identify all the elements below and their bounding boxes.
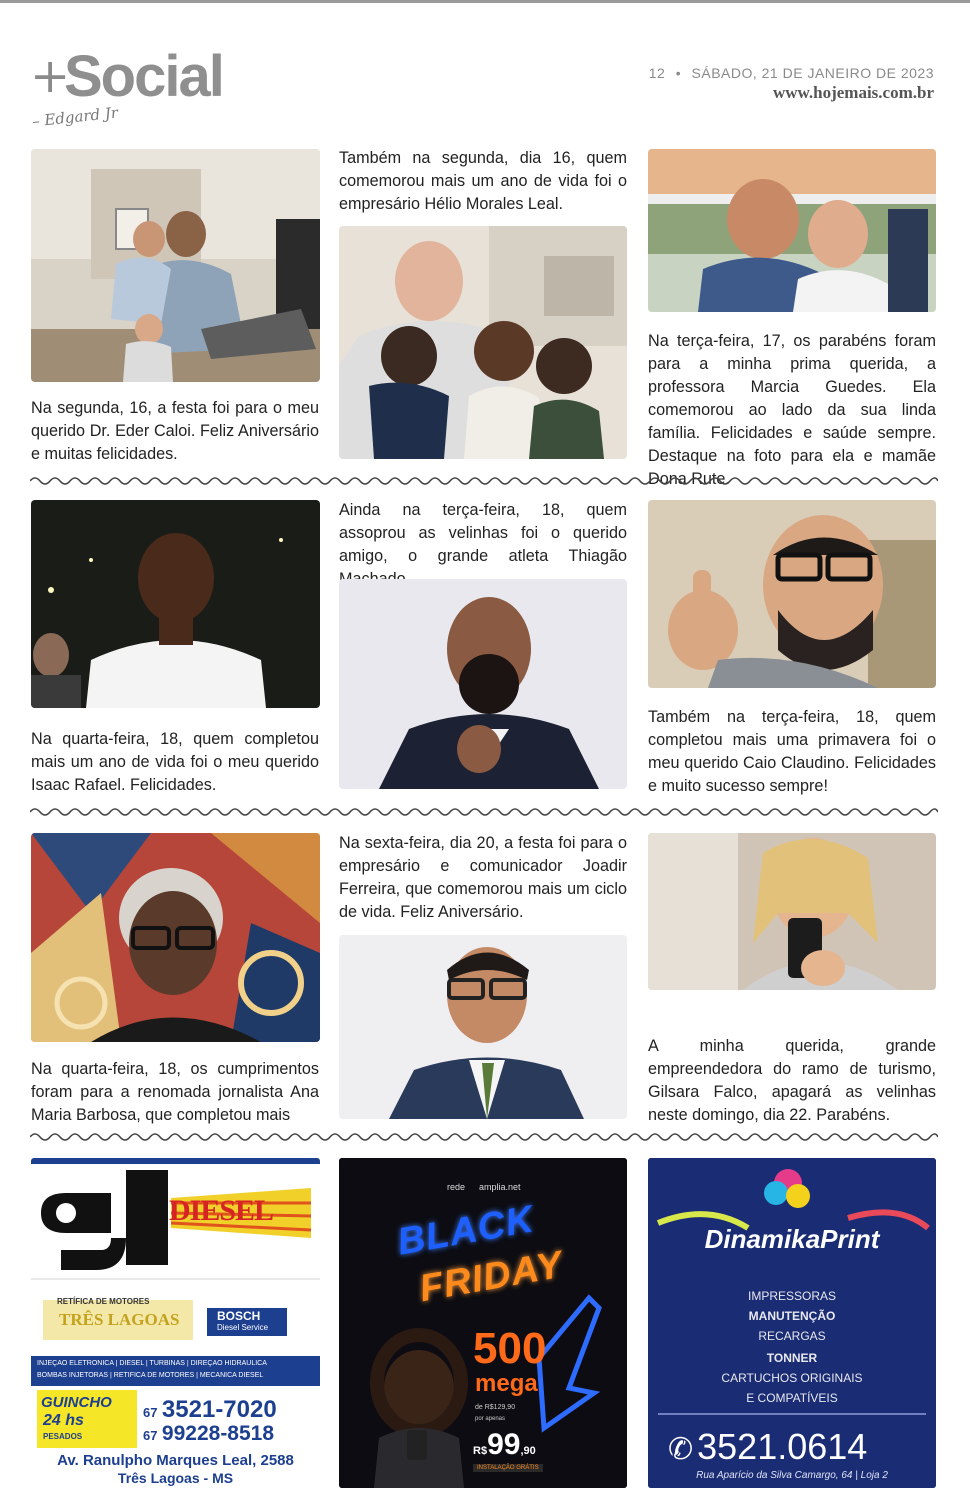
blackfriday-price-value: 99 <box>487 1428 521 1461</box>
logo-plus: + <box>30 48 71 104</box>
page-dateline <box>649 64 934 82</box>
diesel-pesados: PESADOS <box>43 1432 83 1441</box>
logo-word: Social <box>64 44 223 109</box>
dinamika-address: Rua Aparício da Silva Camargo, 64 | Loja 2 <box>696 1470 888 1481</box>
diesel-city: Três Lagoas - MS <box>117 1470 234 1486</box>
photo-thiagao-machado <box>339 579 627 789</box>
blackfriday-price <box>473 1428 536 1462</box>
caption-ana-maria-barbosa: Na quarta-feira, 18, os cumprimentos foram para a renomada jornalista Ana Maria Barbosa, que completou mais <box>31 1060 319 1124</box>
columnist-signature: – Edgard Jr <box>31 103 119 131</box>
caption-joadir-ferreira: Na sexta-feira, dia 20, a festa foi para o empresário e comunicador Joadir Ferreira, que comemorou mais um ciclo de vida. Feliz Aniversário. <box>339 834 627 921</box>
caption-helio-morales: Também na segunda, dia 16, quem comemorou mais um ano de vida foi o empresário Hélio Morales Leal. <box>339 149 627 213</box>
photo-isaac-rafael <box>31 500 320 708</box>
dinamika-service-item: MANUTENÇÃO <box>748 1309 836 1323</box>
diesel-address: Av. Ranulpho Marques Leal, 2588 <box>57 1452 294 1469</box>
diesel-phone-1-prefix: 67 <box>143 1405 158 1420</box>
blackfriday-cents: ,90 <box>520 1445 536 1457</box>
caption-thiagao-machado: Ainda na terça-feira, 18, quem assoprou as velinhas foi o querido amigo, o grande atleta Thiagão <box>339 501 627 565</box>
blackfriday-line-2: FRIDAY <box>416 1243 567 1311</box>
caption-marcia-guedes: Na terça-feira, 17, os parabéns foram para a minha prima querida, a professora Marcia Guedes. Ela comemorou ao lado da sua linda família. Felicidades e saúde sempre. Destaque na foto para ela e mamãe Dona Rute. <box>648 332 936 488</box>
diesel-guincho: GUINCHO <box>41 1394 112 1411</box>
photo-ana-maria-barbosa <box>31 833 320 1042</box>
diesel-retifica: RETÍFICA DE MOTORES <box>57 1297 150 1306</box>
row-divider-1 <box>30 474 938 488</box>
blackfriday-install: INSTALAÇÃO GRÁTIS <box>473 1464 543 1472</box>
dateline-separator: • <box>675 65 682 81</box>
photo-joadir-ferreira <box>339 935 627 1119</box>
caption-gilsara-falco: A minha querida, grande empreendedora do ramo de turismo, Gilsara Falco, apagará as velinhas neste domingo, dia 22. Parabéns. <box>648 1037 936 1124</box>
diesel-phone-1-number: 3521-7020 <box>161 1396 277 1423</box>
blackfriday-line-1: BLACK <box>394 1198 538 1264</box>
dinamika-phone[interactable] <box>668 1426 867 1468</box>
page-meta <box>649 64 934 104</box>
ad-bj-diesel[interactable] <box>31 1158 320 1488</box>
photo-eder-caloi <box>31 149 320 382</box>
blackfriday-currency: R$ <box>473 1445 488 1457</box>
diesel-phone-2[interactable] <box>143 1422 274 1446</box>
ad-black-friday[interactable] <box>339 1158 627 1488</box>
dinamika-brand: DinamikaPrint <box>704 1224 880 1254</box>
blackfriday-price-label: por apenas <box>475 1416 506 1422</box>
photo-marcia-guedes <box>648 149 936 312</box>
diesel-phone-2-prefix: 67 <box>143 1428 158 1443</box>
dinamika-services <box>648 1286 936 1408</box>
page-date: SÁBADO, 21 DE JANEIRO DE 2023 <box>691 65 934 81</box>
diesel-24h: 24 hs <box>43 1412 84 1429</box>
section-logo <box>30 46 290 136</box>
dinamika-service-item: TONNER <box>766 1351 818 1365</box>
dinamika-service-item: CARTUCHOS ORIGINAIS <box>721 1371 863 1385</box>
page-number: 12 <box>648 65 666 81</box>
photo-gilsara-falco <box>648 833 936 990</box>
blackfriday-logo-amplia: amplia.net <box>479 1182 521 1192</box>
blackfriday-unit: mega <box>475 1370 538 1397</box>
blackfriday-old-price: de R$129,90 <box>475 1404 516 1411</box>
diesel-services-2: BOMBAS INJETORAS | RETÍFICA DE MOTORES | MECÂNICA DIESEL <box>37 1372 264 1379</box>
bosch-logo: BOSCH <box>217 1309 261 1323</box>
ad-dinamika-print[interactable] <box>648 1158 936 1488</box>
photo-caio-claudino <box>648 500 936 688</box>
caption-eder-caloi: Na segunda, 16, a festa foi para o meu querido Dr. Eder Caloi. Feliz Aniversário e muitas felicidades. <box>31 399 319 463</box>
row-divider-2 <box>30 805 938 819</box>
diesel-phone-1[interactable] <box>143 1396 277 1424</box>
bosch-sub: Diesel Service <box>217 1323 269 1332</box>
dinamika-phone-number: 3521.0614 <box>697 1426 868 1467</box>
diesel-brand: DIESEL <box>169 1194 274 1227</box>
dinamika-service-item: IMPRESSORAS <box>747 1289 837 1303</box>
dinamika-service-item: RECARGAS <box>758 1329 826 1343</box>
caption-isaac-rafael: Na quarta-feira, 18, quem completou mais um ano de vida foi o meu querido Isaac Rafael. Felicidades. <box>31 730 319 794</box>
photo-helio-morales <box>339 226 627 459</box>
row-divider-3 <box>30 1130 938 1144</box>
diesel-tres-lagoas-logo: TRÊS LAGOAS <box>59 1310 180 1329</box>
blackfriday-logo-rede: rede <box>447 1182 466 1192</box>
blackfriday-speed: 500 <box>473 1324 547 1373</box>
dinamika-service-item: E COMPATÍVEIS <box>746 1391 838 1405</box>
diesel-phone-2-number: 99228-8518 <box>161 1422 275 1445</box>
caption-caio-claudino: Também na terça-feira, 18, quem completou mais uma primavera foi o meu querido Caio Claudino. Felicidades e muito sucesso sempre! <box>648 708 936 795</box>
diesel-services-1: INJEÇÃO ELETRÔNICA | DIESEL | TURBINAS | DIREÇÃO HIDRÁULICA <box>37 1360 267 1367</box>
website-link[interactable]: www.hojemais.com.br <box>772 83 934 102</box>
phone-icon: ✆ <box>668 1433 694 1466</box>
top-border <box>0 0 970 3</box>
